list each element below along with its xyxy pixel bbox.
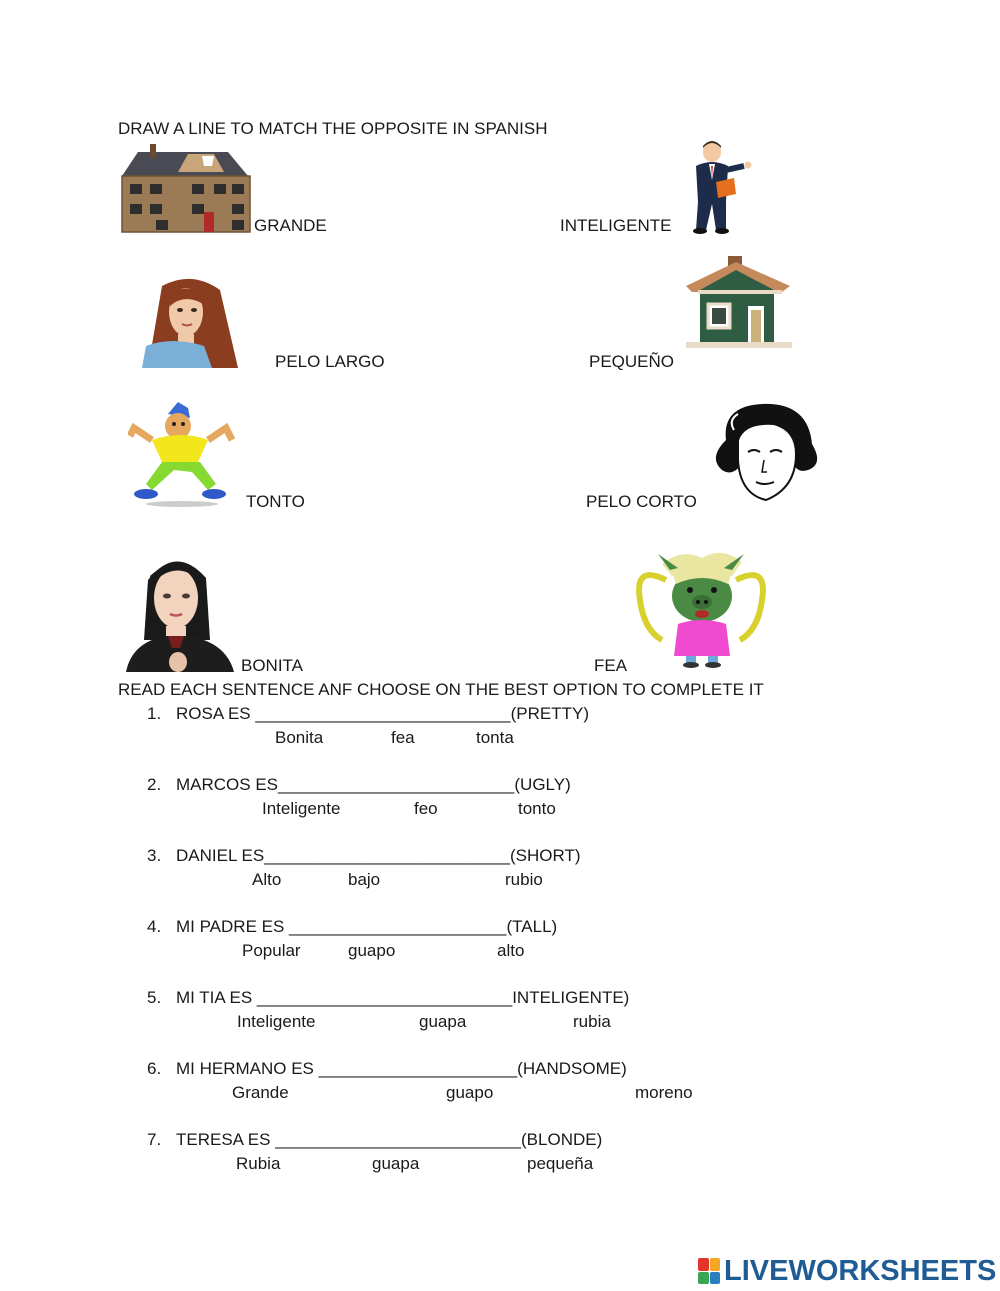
short-hair-woman-picture xyxy=(704,400,830,510)
brand-name: LIVEWORKSHEETS xyxy=(724,1254,997,1287)
right-word: PEQUEÑO xyxy=(589,352,675,371)
option-word: Rubia xyxy=(236,1154,281,1173)
question-text: MI HERMANO ES _____________________(HANDSOME) xyxy=(176,1059,627,1078)
option-word: guapo xyxy=(446,1083,494,1102)
option-word: pequeña xyxy=(527,1154,594,1173)
left-word: PELO LARGO xyxy=(275,352,385,371)
big-house-picture xyxy=(118,142,252,234)
silly-elf-picture xyxy=(128,400,236,508)
question-text: MI TIA ES ___________________________INTELIGENTE) xyxy=(176,988,630,1007)
question-text: MI PADRE ES _______________________(TALL) xyxy=(176,917,558,936)
liveworksheets-logo[interactable] xyxy=(698,1254,997,1287)
right-word: FEA xyxy=(594,656,628,675)
option-word: guapo xyxy=(348,941,396,960)
question-text: MARCOS ES_________________________(UGLY) xyxy=(176,775,571,794)
option-word: rubia xyxy=(573,1012,611,1031)
question-number: 2. xyxy=(147,775,162,794)
left-word: GRANDE xyxy=(254,216,327,235)
left-word: BONITA xyxy=(241,656,304,675)
long-hair-woman-picture xyxy=(142,276,252,368)
option-word: feo xyxy=(414,799,438,818)
option-word: Inteligente xyxy=(262,799,341,818)
question-number: 4. xyxy=(147,917,162,936)
right-word: PELO CORTO xyxy=(586,492,697,511)
question-number: 6. xyxy=(147,1059,162,1078)
right-word: INTELIGENTE xyxy=(560,216,672,235)
option-word: Inteligente xyxy=(237,1012,316,1031)
question-number: 7. xyxy=(147,1130,162,1149)
option-word: Popular xyxy=(242,941,301,960)
pretty-girl-picture xyxy=(126,550,234,672)
small-house-picture xyxy=(686,256,792,348)
question-text: TERESA ES __________________________(BLONDE) xyxy=(176,1130,603,1149)
matching-instructions: DRAW A LINE TO MATCH THE OPPOSITE IN SPANISH xyxy=(118,119,548,138)
option-word: tonta xyxy=(476,728,514,747)
question-number: 5. xyxy=(147,988,162,1007)
option-word: tonto xyxy=(518,799,556,818)
option-word: alto xyxy=(497,941,525,960)
option-word: Grande xyxy=(232,1083,289,1102)
option-word: Bonita xyxy=(275,728,324,747)
option-word: rubio xyxy=(505,870,543,889)
ugly-creature-picture xyxy=(632,544,770,668)
live-badge-icon xyxy=(698,1258,720,1284)
question-text: DANIEL ES__________________________(SHORT) xyxy=(176,846,581,865)
question-text: ROSA ES ___________________________(PRETTY) xyxy=(176,704,590,723)
smart-man-picture xyxy=(678,140,758,234)
question-number: 3. xyxy=(147,846,162,865)
option-word: bajo xyxy=(348,870,381,889)
option-word: Alto xyxy=(252,870,282,889)
option-word: guapa xyxy=(372,1154,420,1173)
option-word: guapa xyxy=(419,1012,467,1031)
left-word: TONTO xyxy=(246,492,305,511)
question-number: 1. xyxy=(147,704,162,723)
option-word: moreno xyxy=(635,1083,693,1102)
sentence-instructions: READ EACH SENTENCE ANF CHOOSE ON THE BEST OPTION TO COMPLETE IT xyxy=(118,680,764,699)
option-word: fea xyxy=(391,728,415,747)
